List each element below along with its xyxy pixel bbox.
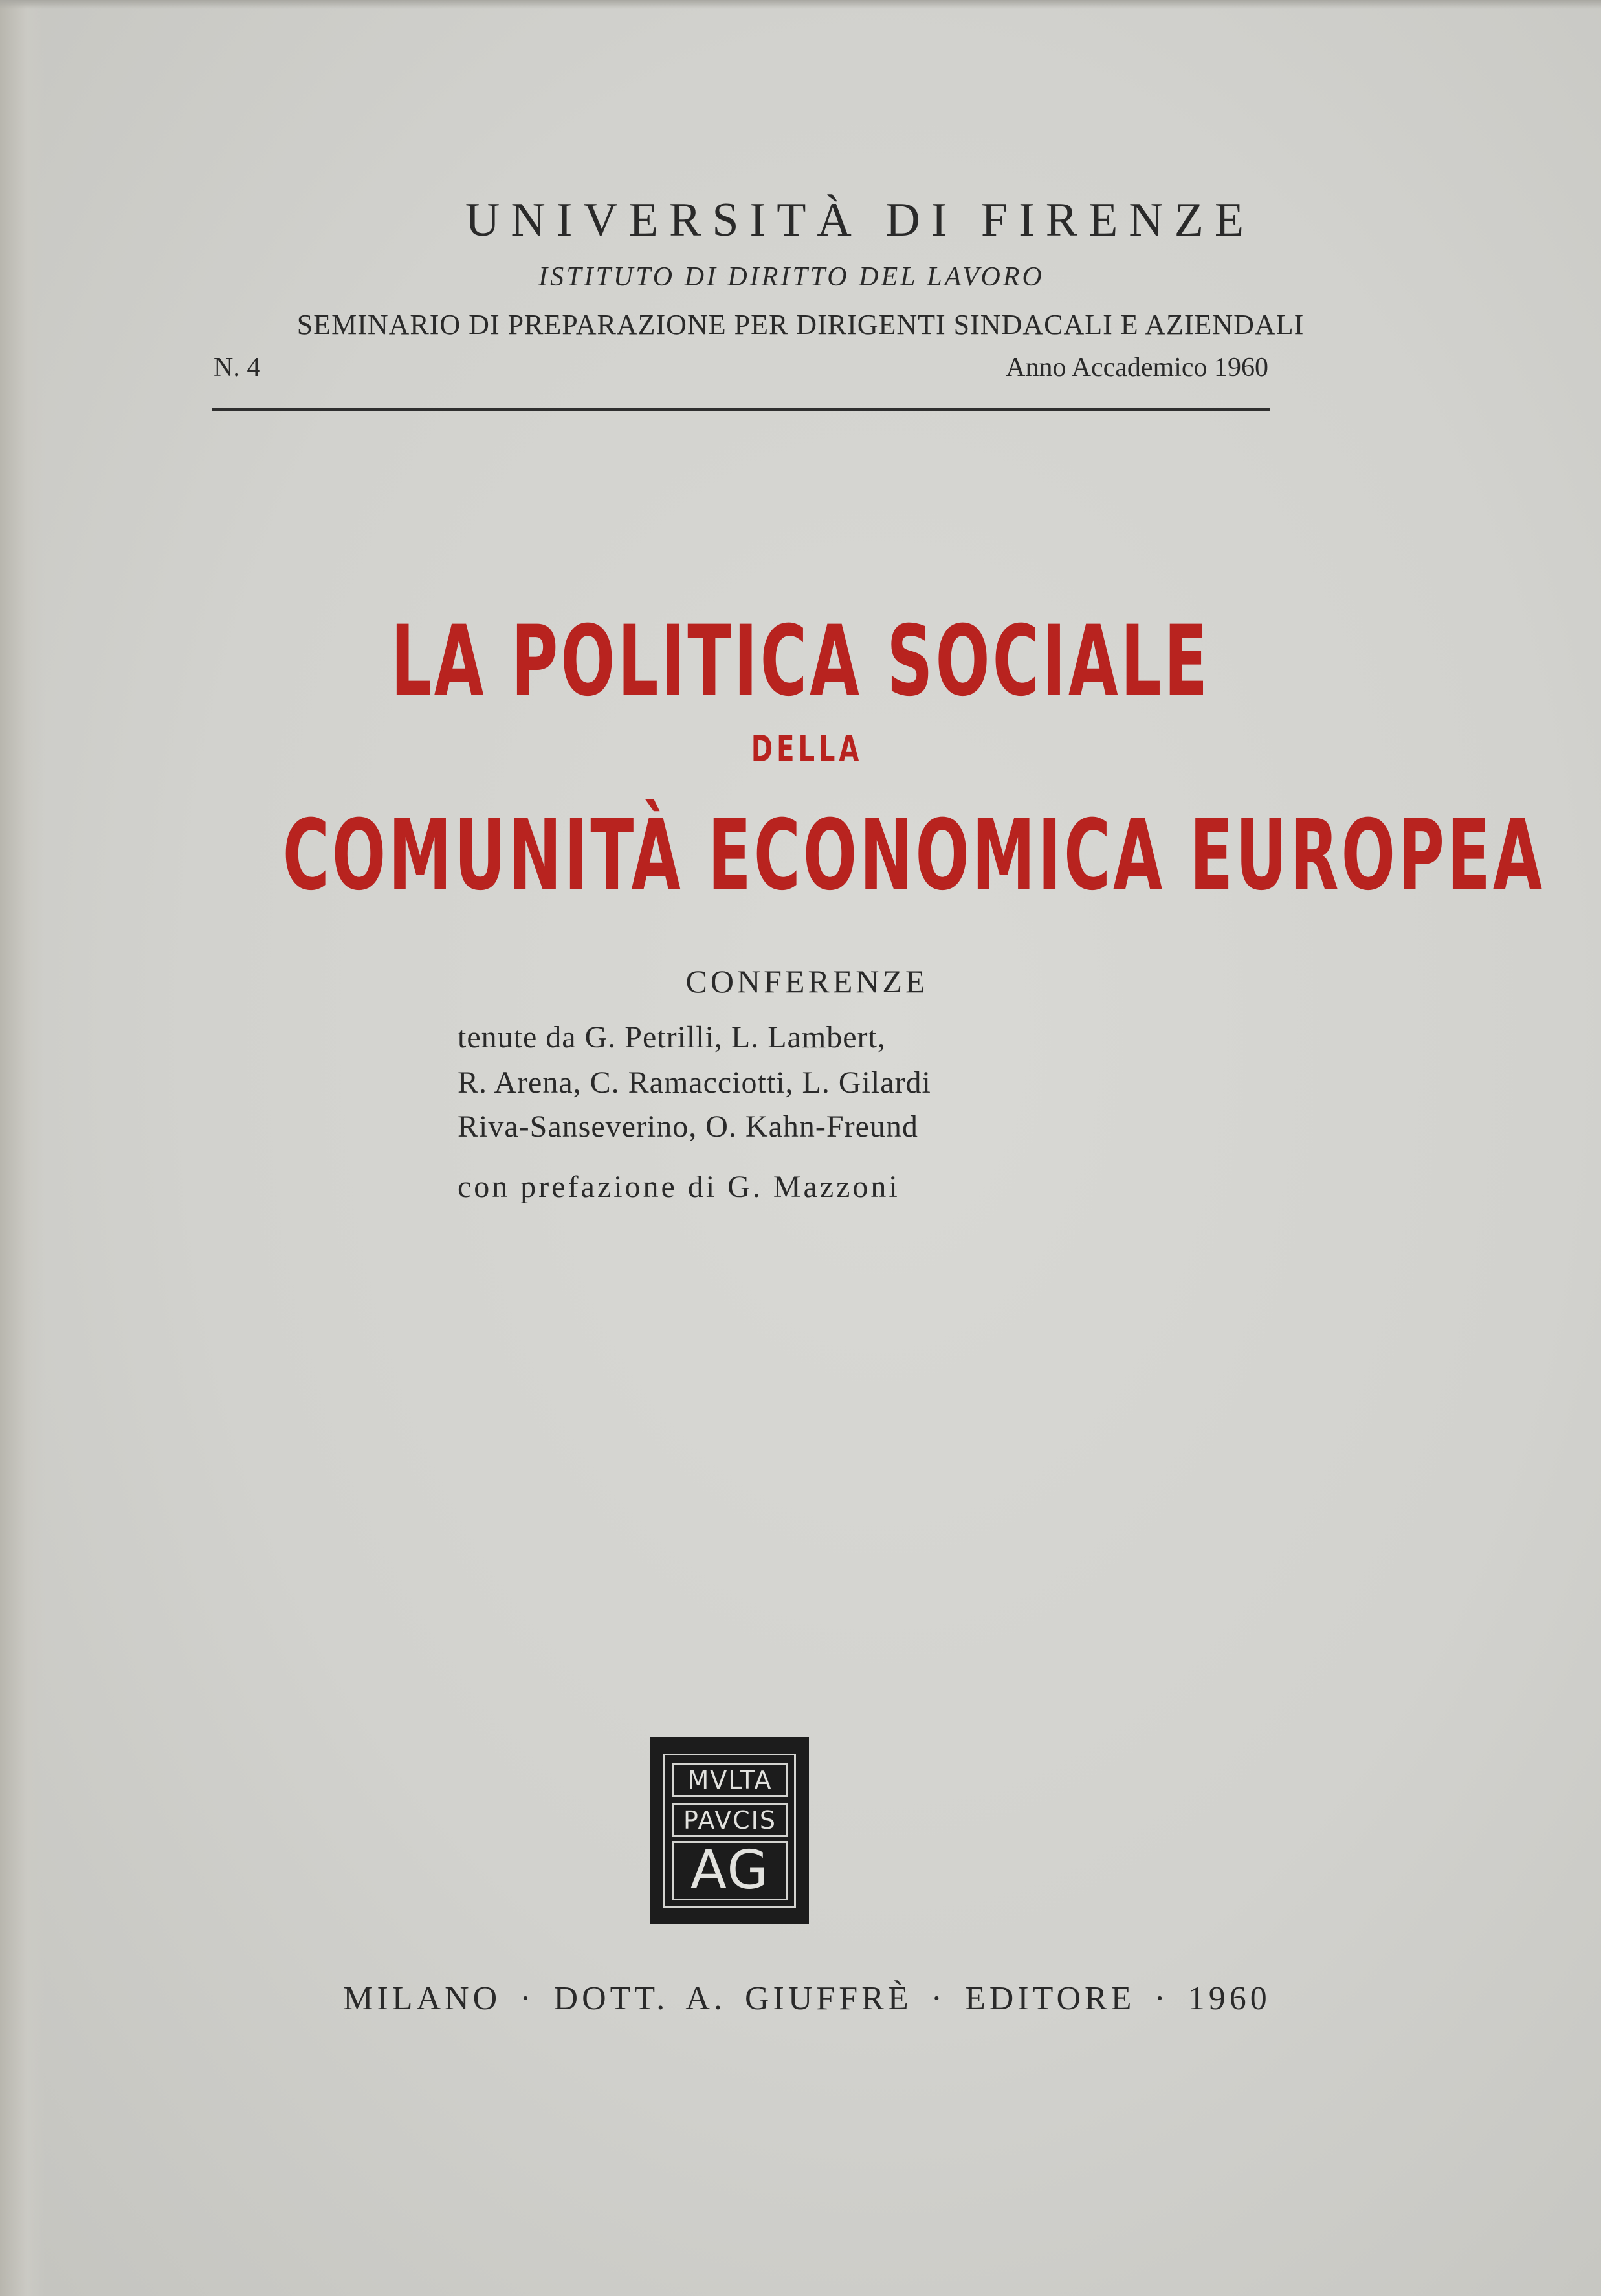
authors-line-3: Riva-Sanseverino, O. Kahn-Freund bbox=[458, 1109, 918, 1144]
title-line-1: LA POLITICA SOCIALE bbox=[390, 605, 1211, 718]
logo-monogram: AG bbox=[672, 1841, 788, 1900]
publisher-imprint: MILANO · DOTT. A. GIUFFRÈ · EDITORE · 1960 bbox=[343, 1980, 1271, 2017]
conferences-heading: CONFERENZE bbox=[685, 963, 929, 999]
header-rule bbox=[212, 408, 1270, 411]
publisher-logo bbox=[650, 1737, 809, 1924]
logo-frame bbox=[663, 1754, 796, 1908]
university-name: UNIVERSITÀ DI FIRENZE bbox=[465, 194, 1255, 247]
seminar-name: SEMINARIO DI PREPARAZIONE PER DIRIGENTI SINDACALI E AZIENDALI bbox=[296, 309, 1305, 340]
top-edge-shadow bbox=[0, 0, 1601, 9]
spine-shadow bbox=[0, 0, 45, 2296]
academic-year: Anno Accademico 1960 bbox=[1006, 353, 1268, 383]
series-number: N. 4 bbox=[214, 353, 261, 383]
title-line-3: COMUNITÀ ECONOMICA EUROPEA bbox=[282, 799, 1545, 912]
institute-name: ISTITUTO DI DIRITTO DEL LAVORO bbox=[538, 262, 1044, 292]
logo-motto-line-2: PAVCIS bbox=[672, 1803, 788, 1837]
logo-motto-line-1: MVLTA bbox=[672, 1763, 788, 1797]
preface-line: con prefazione di G. Mazzoni bbox=[458, 1170, 900, 1204]
authors-line-1: tenute da G. Petrilli, L. Lambert, bbox=[458, 1020, 886, 1054]
title-line-2: DELLA bbox=[751, 728, 863, 770]
series-row bbox=[214, 352, 1268, 391]
authors-line-2: R. Arena, C. Ramacciotti, L. Gilardi bbox=[458, 1065, 931, 1100]
